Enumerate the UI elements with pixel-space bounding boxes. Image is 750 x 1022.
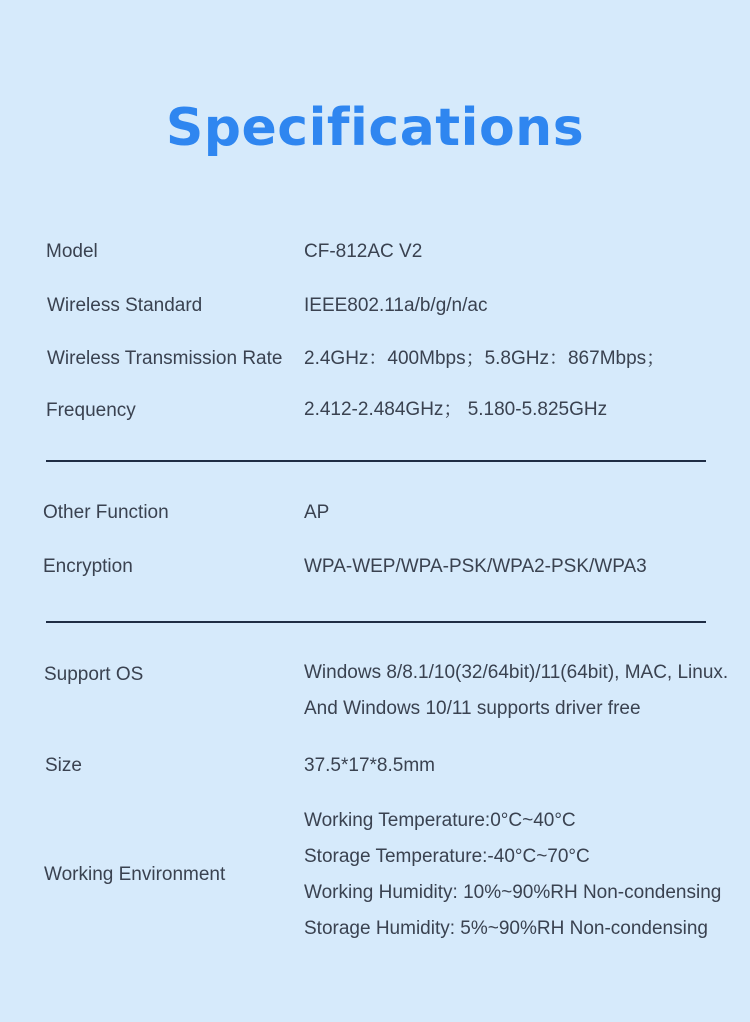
working-environment-line: Storage Humidity: 5%~90%RH Non-condensing [304,918,708,939]
spec-label-other-function: Other Function [43,502,169,523]
spec-label-support-os: Support OS [44,664,144,685]
working-environment-line: Storage Temperature:-40°C~70°C [304,846,590,867]
section-divider [46,460,706,462]
spec-value-model: CF-812AC V2 [304,241,423,262]
working-environment-line: Working Temperature:0°C~40°C [304,810,576,831]
spec-label-size: Size [45,755,82,776]
spec-label-model: Model [46,241,98,262]
spec-label-wireless-standard: Wireless Standard [47,295,203,316]
spec-value-other-function: AP [304,502,330,523]
spec-label-frequency: Frequency [46,400,136,421]
spec-label-working-environment: Working Environment [44,864,226,885]
spec-value-support-os [304,661,728,721]
spec-value-size: 37.5*17*8.5mm [304,755,435,776]
spec-value-encryption: WPA-WEP/WPA-PSK/WPA2-PSK/WPA3 [304,556,647,577]
working-environment-line: Working Humidity: 10%~90%RH Non-condensing [304,882,722,903]
spec-value-frequency: 2.412-2.484GHz； 5.180-5.825GHz [304,399,608,420]
support-os-line: And Windows 10/11 supports driver free [304,698,641,719]
page-title: Specifications [165,98,585,158]
spec-value-working-environment [304,809,721,941]
spec-value-transmission-rate: 2.4GHz：400Mbps；5.8GHz：867Mbps； [304,348,666,369]
spec-label-encryption: Encryption [43,556,133,577]
section-divider [46,621,706,623]
support-os-line: Windows 8/8.1/10(32/64bit)/11(64bit), MAC, Linux. [304,662,729,683]
spec-value-wireless-standard: IEEE802.11a/b/g/n/ac [304,295,488,316]
spec-label-transmission-rate: Wireless Transmission Rate [47,348,283,369]
